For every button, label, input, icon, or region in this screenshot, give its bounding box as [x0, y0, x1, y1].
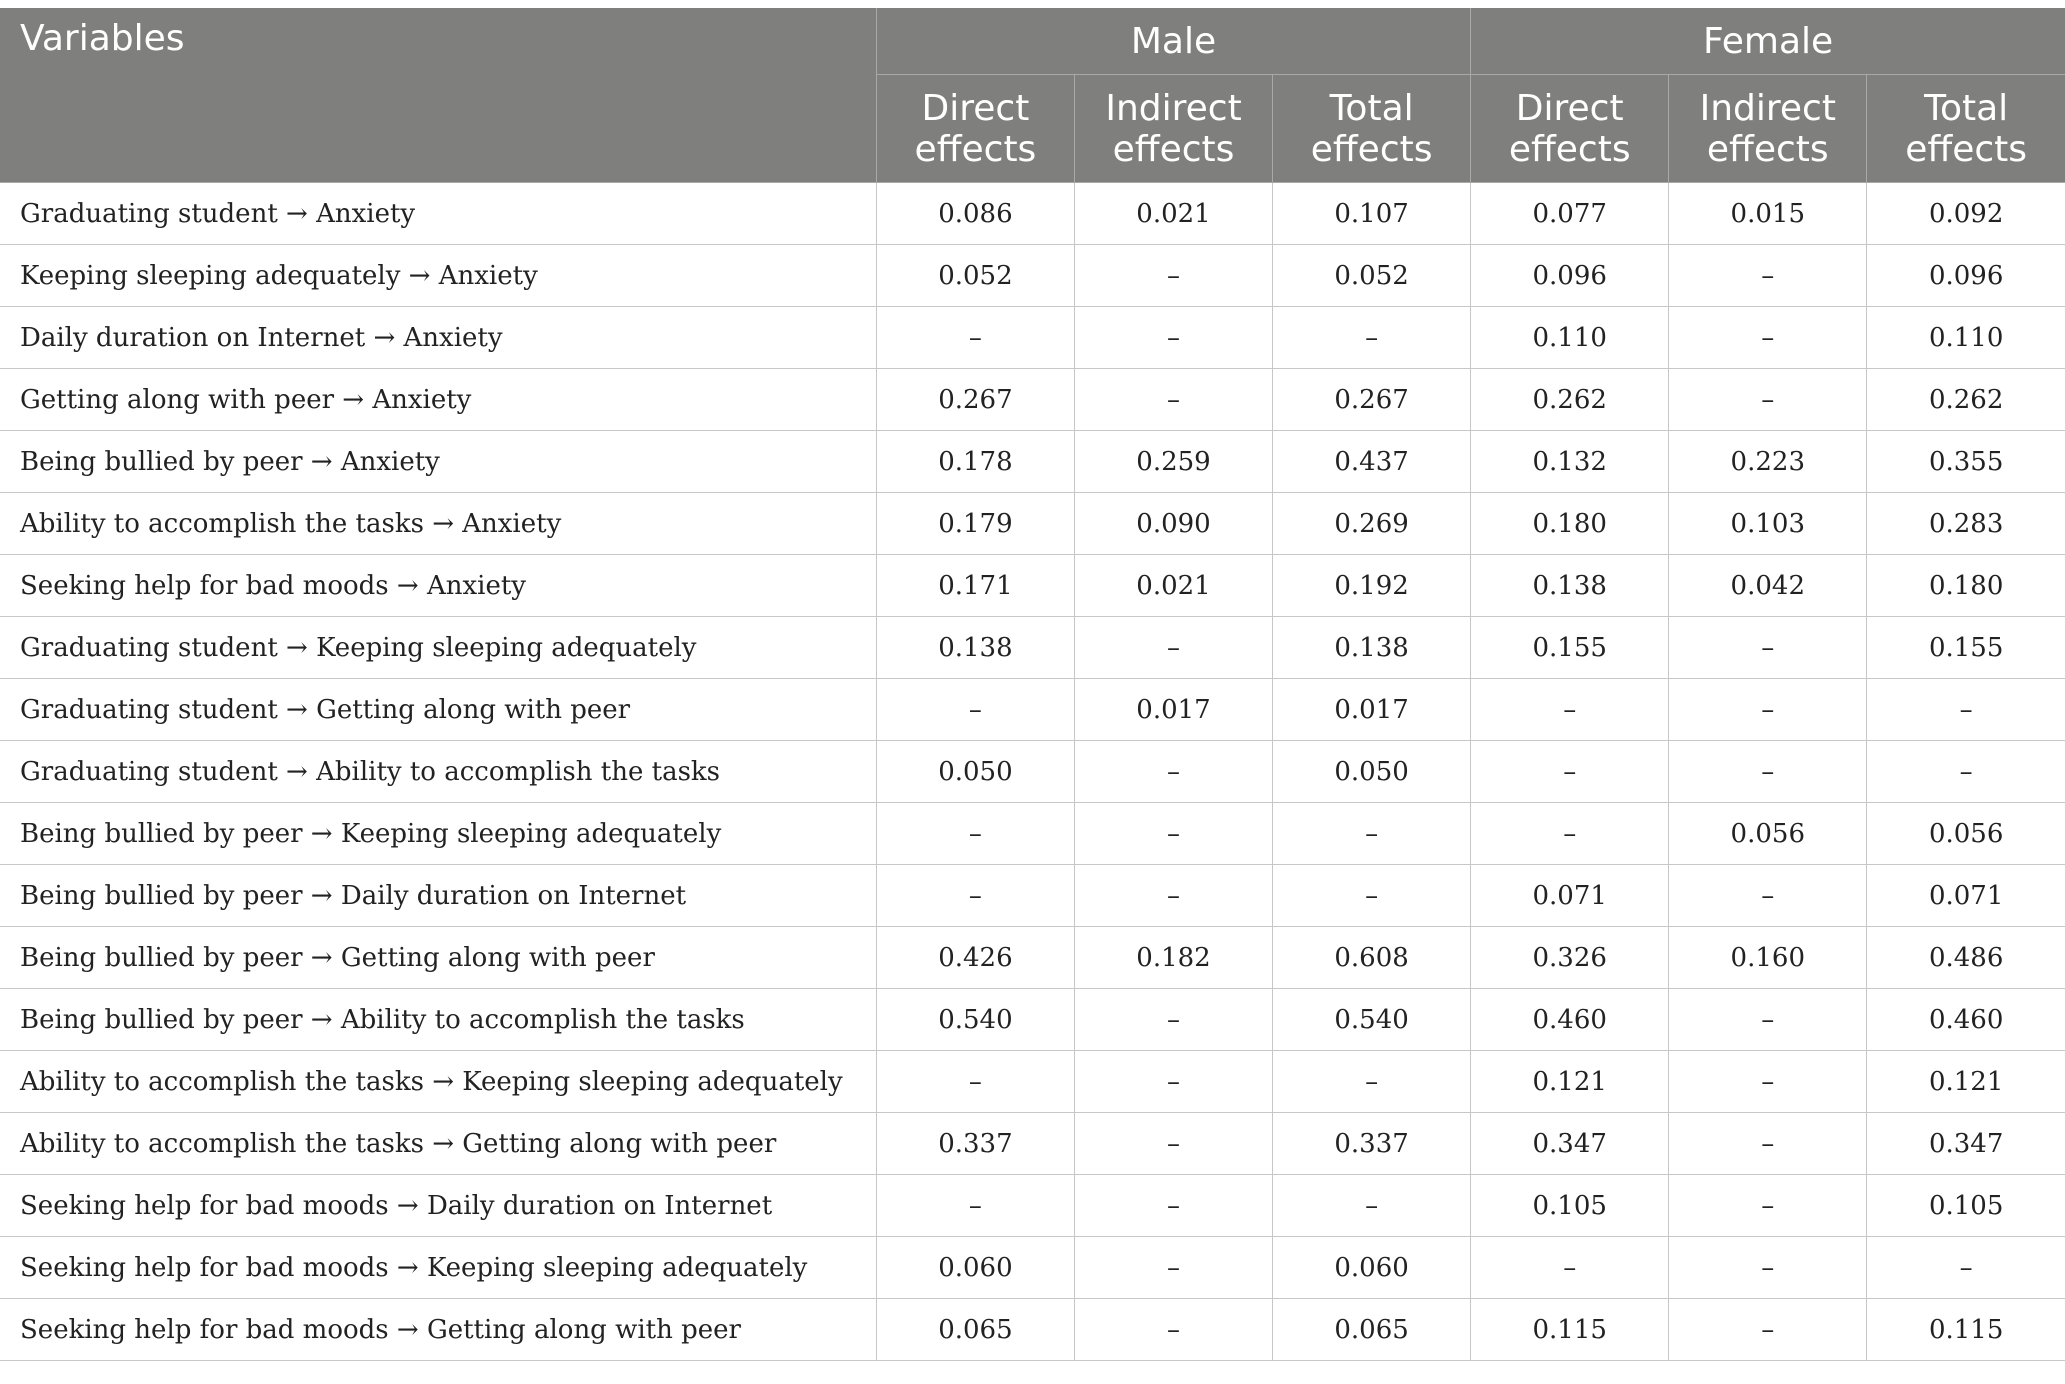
cell-female-indirect: 0.015 — [1669, 183, 1867, 245]
row-label: Graduating student → Ability to accomplish the tasks — [0, 741, 876, 803]
cell-female-direct: – — [1471, 741, 1669, 803]
cell-male-total: 0.437 — [1273, 431, 1471, 493]
cell-male-total: 0.269 — [1273, 493, 1471, 555]
cell-female-total: 0.355 — [1867, 431, 2065, 493]
cell-female-indirect: – — [1669, 1299, 1867, 1361]
table-row — [0, 307, 2065, 369]
row-label: Keeping sleeping adequately → Anxiety — [0, 245, 876, 307]
cell-male-direct: 0.050 — [876, 741, 1074, 803]
table-row — [0, 555, 2065, 617]
cell-female-indirect: 0.103 — [1669, 493, 1867, 555]
cell-male-total: 0.060 — [1273, 1237, 1471, 1299]
cell-female-total: 0.262 — [1867, 369, 2065, 431]
cell-male-indirect: 0.182 — [1074, 927, 1272, 989]
cell-male-direct: – — [876, 1175, 1074, 1237]
cell-female-direct: 0.180 — [1471, 493, 1669, 555]
cell-female-direct: – — [1471, 679, 1669, 741]
row-label: Being bullied by peer → Keeping sleeping adequately — [0, 803, 876, 865]
row-label: Being bullied by peer → Getting along with peer — [0, 927, 876, 989]
cell-female-direct: 0.105 — [1471, 1175, 1669, 1237]
cell-female-direct: 0.460 — [1471, 989, 1669, 1051]
cell-male-total: – — [1273, 307, 1471, 369]
cell-female-indirect: 0.042 — [1669, 555, 1867, 617]
cell-male-direct: – — [876, 865, 1074, 927]
cell-male-indirect: – — [1074, 1051, 1272, 1113]
cell-male-total: – — [1273, 865, 1471, 927]
cell-male-indirect: – — [1074, 1299, 1272, 1361]
row-label: Getting along with peer → Anxiety — [0, 369, 876, 431]
table-body — [0, 183, 2065, 1361]
cell-male-indirect: – — [1074, 369, 1272, 431]
cell-male-total: 0.540 — [1273, 989, 1471, 1051]
table-row — [0, 431, 2065, 493]
row-label: Ability to accomplish the tasks → Getting along with peer — [0, 1113, 876, 1175]
row-label: Being bullied by peer → Daily duration on Internet — [0, 865, 876, 927]
cell-male-total: – — [1273, 1051, 1471, 1113]
row-label: Being bullied by peer → Ability to accomplish the tasks — [0, 989, 876, 1051]
cell-male-indirect: – — [1074, 989, 1272, 1051]
header-group-male: Male — [876, 8, 1470, 75]
cell-female-direct: 0.155 — [1471, 617, 1669, 679]
cell-male-direct: 0.540 — [876, 989, 1074, 1051]
cell-female-indirect: – — [1669, 369, 1867, 431]
cell-male-direct: 0.086 — [876, 183, 1074, 245]
table-row — [0, 245, 2065, 307]
cell-male-total: 0.138 — [1273, 617, 1471, 679]
cell-female-total: 0.096 — [1867, 245, 2065, 307]
cell-female-indirect: – — [1669, 741, 1867, 803]
cell-female-direct: 0.132 — [1471, 431, 1669, 493]
cell-male-indirect: 0.090 — [1074, 493, 1272, 555]
header-group-female: Female — [1471, 8, 2065, 75]
header-female-total: Total effects — [1867, 75, 2065, 183]
cell-female-direct: 0.115 — [1471, 1299, 1669, 1361]
table-row — [0, 617, 2065, 679]
table-row — [0, 1113, 2065, 1175]
cell-female-direct: 0.096 — [1471, 245, 1669, 307]
cell-male-direct: – — [876, 803, 1074, 865]
cell-male-indirect: – — [1074, 1237, 1272, 1299]
cell-male-indirect: – — [1074, 1175, 1272, 1237]
cell-female-total: 0.347 — [1867, 1113, 2065, 1175]
cell-male-total: 0.107 — [1273, 183, 1471, 245]
cell-male-direct: 0.337 — [876, 1113, 1074, 1175]
cell-female-total: 0.105 — [1867, 1175, 2065, 1237]
cell-female-indirect: – — [1669, 1113, 1867, 1175]
table-row — [0, 493, 2065, 555]
table-row — [0, 1299, 2065, 1361]
cell-female-total: 0.121 — [1867, 1051, 2065, 1113]
table-row — [0, 369, 2065, 431]
row-label: Seeking help for bad moods → Daily duration on Internet — [0, 1175, 876, 1237]
cell-male-indirect: – — [1074, 1113, 1272, 1175]
row-label: Graduating student → Getting along with peer — [0, 679, 876, 741]
table-row — [0, 989, 2065, 1051]
cell-female-indirect: – — [1669, 679, 1867, 741]
cell-male-direct: – — [876, 679, 1074, 741]
cell-female-total: 0.283 — [1867, 493, 2065, 555]
cell-male-indirect: 0.017 — [1074, 679, 1272, 741]
cell-male-indirect: 0.021 — [1074, 183, 1272, 245]
header-male-total: Total effects — [1273, 75, 1471, 183]
cell-male-total: – — [1273, 803, 1471, 865]
cell-female-total: 0.155 — [1867, 617, 2065, 679]
cell-male-direct: – — [876, 307, 1074, 369]
cell-male-direct: 0.171 — [876, 555, 1074, 617]
cell-male-total: 0.065 — [1273, 1299, 1471, 1361]
cell-female-direct: 0.347 — [1471, 1113, 1669, 1175]
header-variables: Variables — [0, 8, 876, 183]
row-label: Daily duration on Internet → Anxiety — [0, 307, 876, 369]
header-female-direct: Direct effects — [1471, 75, 1669, 183]
cell-female-direct: 0.121 — [1471, 1051, 1669, 1113]
cell-female-total: 0.092 — [1867, 183, 2065, 245]
cell-female-indirect: 0.223 — [1669, 431, 1867, 493]
cell-male-total: – — [1273, 1175, 1471, 1237]
cell-male-direct: – — [876, 1051, 1074, 1113]
cell-female-total: 0.460 — [1867, 989, 2065, 1051]
cell-female-direct: 0.077 — [1471, 183, 1669, 245]
cell-female-indirect: 0.056 — [1669, 803, 1867, 865]
cell-female-total: 0.180 — [1867, 555, 2065, 617]
cell-female-total: – — [1867, 741, 2065, 803]
header-male-direct: Direct effects — [876, 75, 1074, 183]
cell-female-total: 0.486 — [1867, 927, 2065, 989]
cell-female-indirect: – — [1669, 989, 1867, 1051]
cell-male-direct: 0.138 — [876, 617, 1074, 679]
cell-male-indirect: – — [1074, 307, 1272, 369]
cell-male-total: 0.267 — [1273, 369, 1471, 431]
effects-table — [0, 8, 2065, 1361]
cell-female-indirect: – — [1669, 1051, 1867, 1113]
cell-female-direct: 0.071 — [1471, 865, 1669, 927]
table-row — [0, 865, 2065, 927]
cell-male-total: 0.608 — [1273, 927, 1471, 989]
table-row — [0, 1237, 2065, 1299]
row-label: Seeking help for bad moods → Keeping sleeping adequately — [0, 1237, 876, 1299]
cell-female-total: – — [1867, 1237, 2065, 1299]
cell-female-indirect: – — [1669, 865, 1867, 927]
table-row — [0, 1175, 2065, 1237]
cell-male-indirect: – — [1074, 803, 1272, 865]
cell-male-direct: 0.052 — [876, 245, 1074, 307]
cell-male-direct: 0.267 — [876, 369, 1074, 431]
cell-female-direct: 0.262 — [1471, 369, 1669, 431]
cell-male-total: 0.050 — [1273, 741, 1471, 803]
cell-male-indirect: 0.259 — [1074, 431, 1272, 493]
cell-female-direct: 0.110 — [1471, 307, 1669, 369]
cell-female-total: 0.115 — [1867, 1299, 2065, 1361]
table-row — [0, 803, 2065, 865]
table-row — [0, 1051, 2065, 1113]
table-row — [0, 741, 2065, 803]
cell-female-indirect: – — [1669, 245, 1867, 307]
table-row — [0, 927, 2065, 989]
cell-female-indirect: – — [1669, 1237, 1867, 1299]
row-label: Seeking help for bad moods → Anxiety — [0, 555, 876, 617]
row-label: Ability to accomplish the tasks → Keeping sleeping adequately — [0, 1051, 876, 1113]
cell-female-direct: 0.326 — [1471, 927, 1669, 989]
row-label: Being bullied by peer → Anxiety — [0, 431, 876, 493]
cell-female-indirect: – — [1669, 307, 1867, 369]
cell-male-total: 0.192 — [1273, 555, 1471, 617]
cell-female-total: 0.071 — [1867, 865, 2065, 927]
cell-female-total: 0.056 — [1867, 803, 2065, 865]
header-female-indirect: Indirect effects — [1669, 75, 1867, 183]
cell-male-direct: 0.179 — [876, 493, 1074, 555]
cell-female-total: 0.110 — [1867, 307, 2065, 369]
row-label: Graduating student → Anxiety — [0, 183, 876, 245]
cell-female-total: – — [1867, 679, 2065, 741]
cell-male-indirect: 0.021 — [1074, 555, 1272, 617]
cell-male-total: 0.337 — [1273, 1113, 1471, 1175]
cell-female-indirect: – — [1669, 617, 1867, 679]
cell-male-total: 0.052 — [1273, 245, 1471, 307]
cell-male-direct: 0.426 — [876, 927, 1074, 989]
row-label: Seeking help for bad moods → Getting along with peer — [0, 1299, 876, 1361]
cell-female-direct: – — [1471, 1237, 1669, 1299]
cell-female-direct: 0.138 — [1471, 555, 1669, 617]
cell-male-direct: 0.178 — [876, 431, 1074, 493]
cell-male-indirect: – — [1074, 617, 1272, 679]
cell-male-indirect: – — [1074, 245, 1272, 307]
cell-female-direct: – — [1471, 803, 1669, 865]
cell-male-total: 0.017 — [1273, 679, 1471, 741]
header-male-indirect: Indirect effects — [1074, 75, 1272, 183]
table-header — [0, 8, 2065, 183]
table-row — [0, 183, 2065, 245]
row-label: Graduating student → Keeping sleeping adequately — [0, 617, 876, 679]
cell-female-indirect: 0.160 — [1669, 927, 1867, 989]
cell-male-direct: 0.060 — [876, 1237, 1074, 1299]
cell-male-indirect: – — [1074, 741, 1272, 803]
row-label: Ability to accomplish the tasks → Anxiety — [0, 493, 876, 555]
cell-female-indirect: – — [1669, 1175, 1867, 1237]
cell-male-direct: 0.065 — [876, 1299, 1074, 1361]
cell-male-indirect: – — [1074, 865, 1272, 927]
table-row — [0, 679, 2065, 741]
effects-table-container — [0, 8, 2065, 1361]
